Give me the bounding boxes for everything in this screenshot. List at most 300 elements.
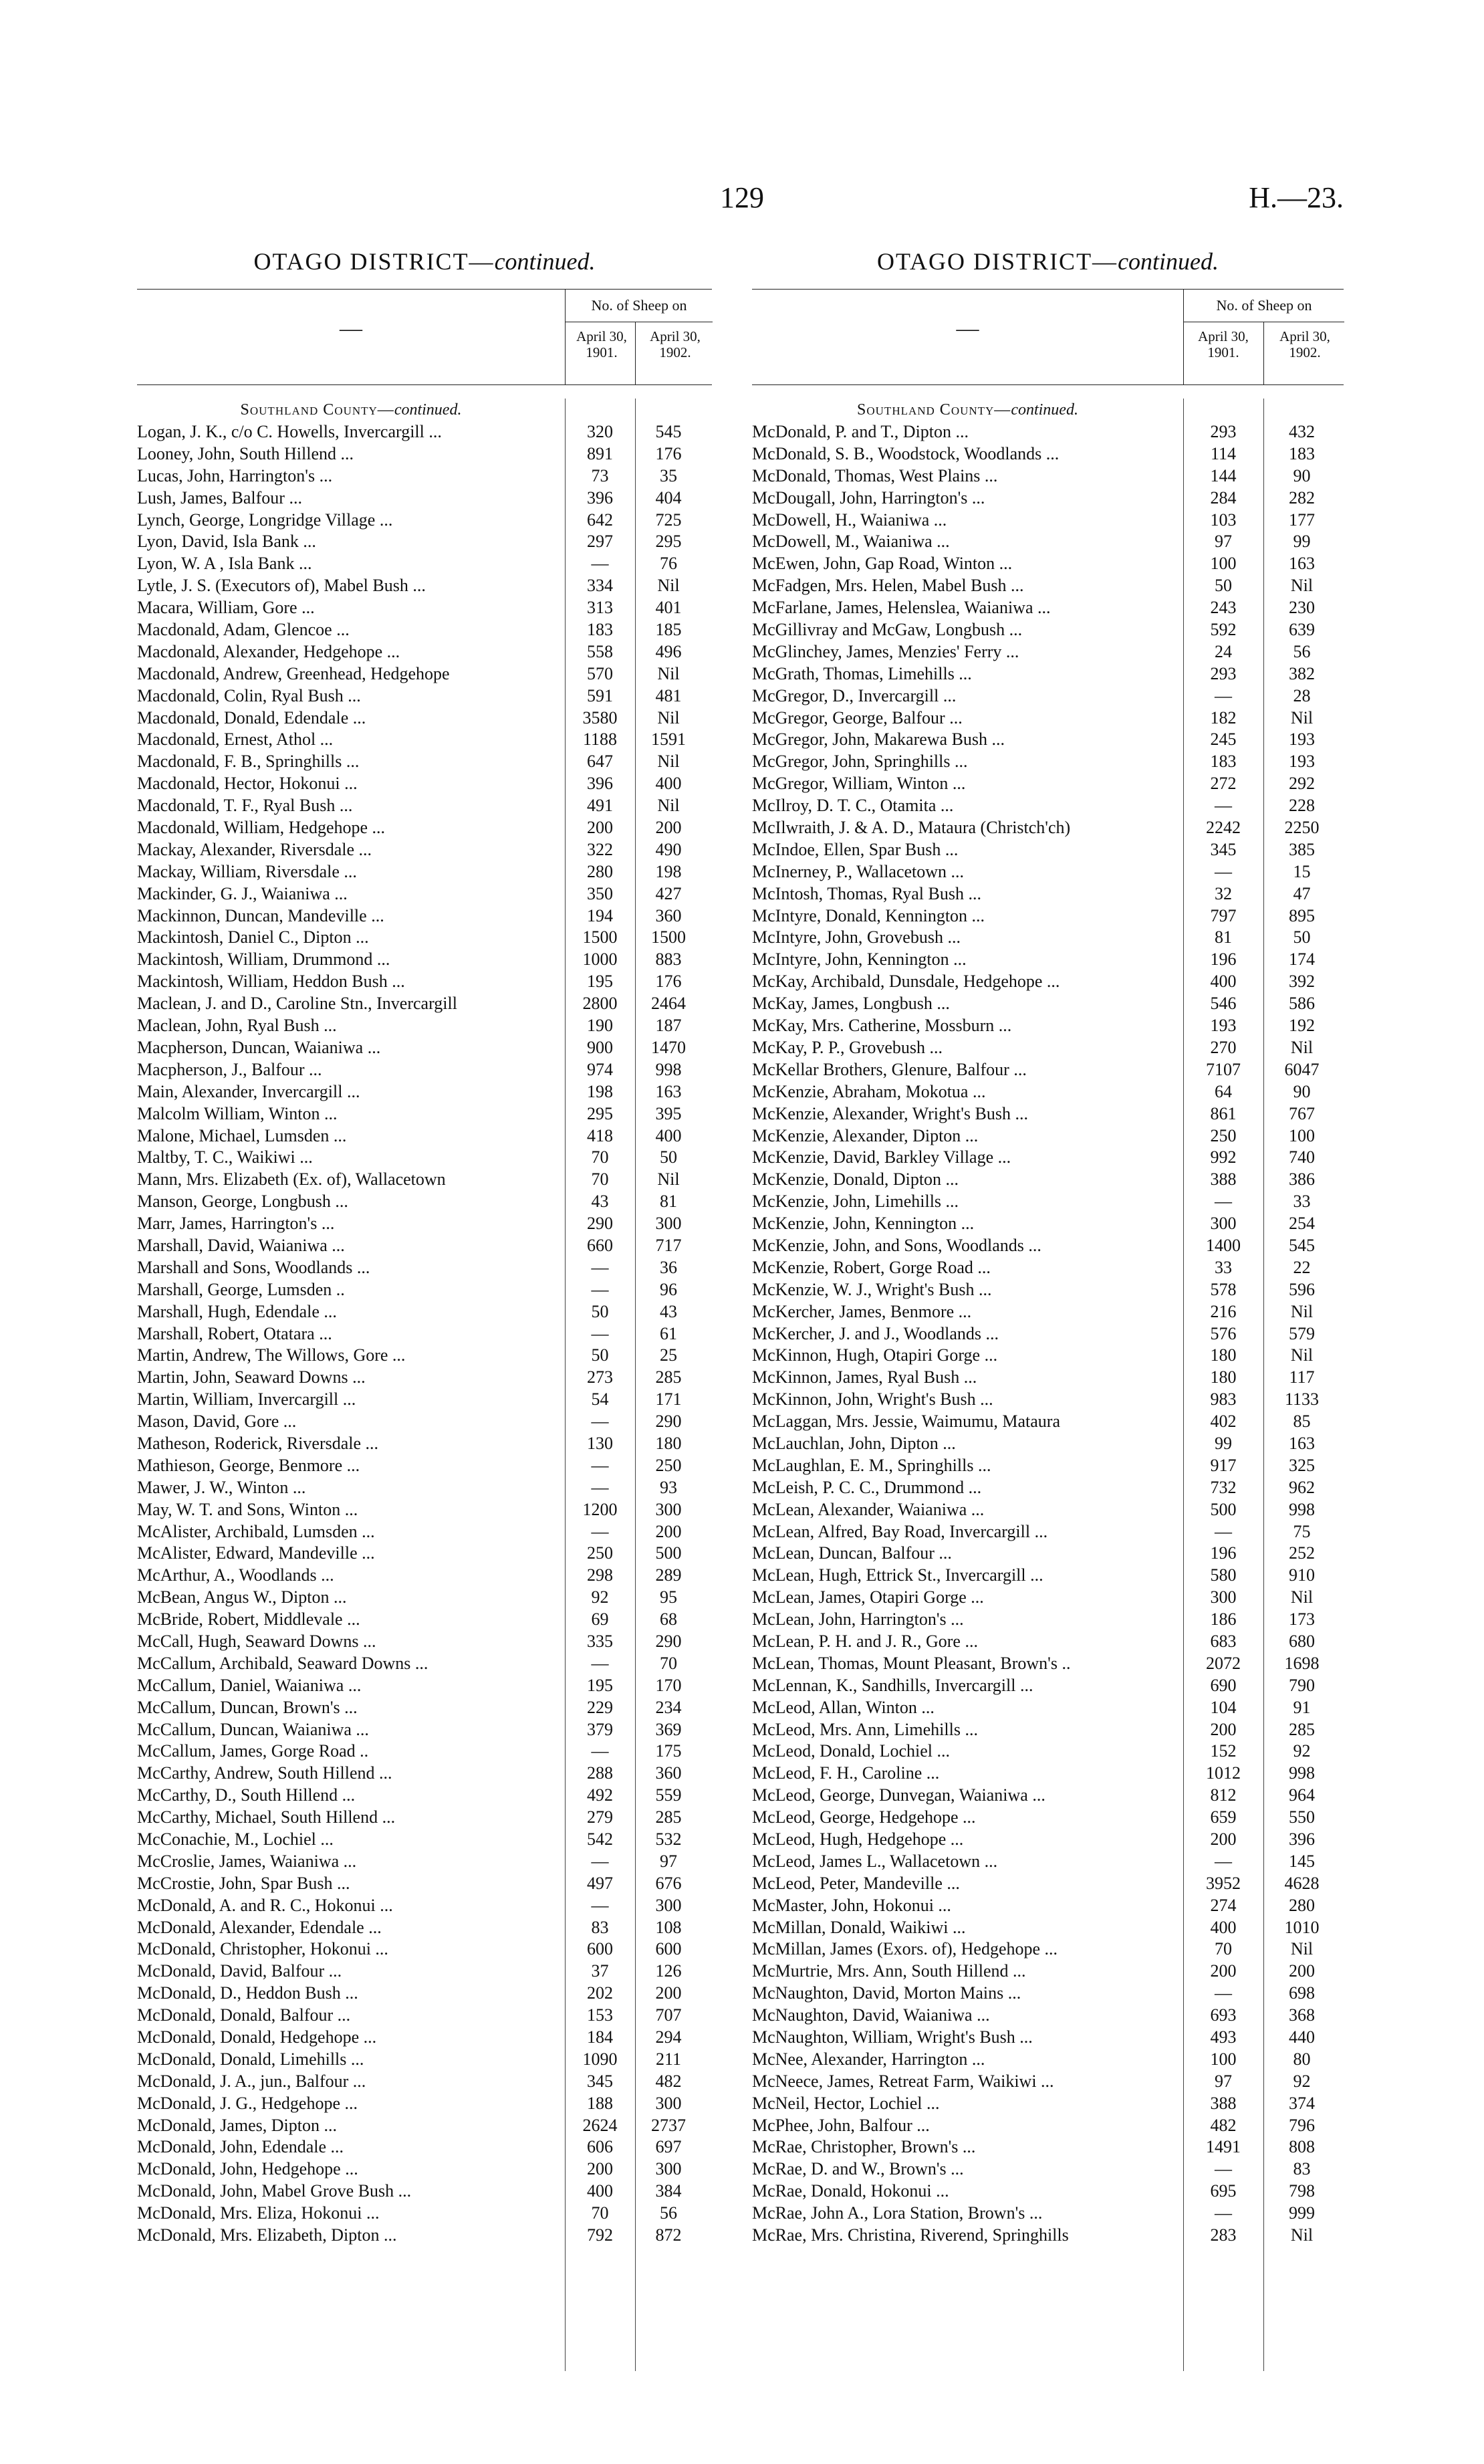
- sheep-1902-cell: 717: [655, 1235, 682, 1255]
- table-row: [752, 1653, 1344, 1675]
- owner-name-cell: McIlroy, D. T. C., Otamita ...: [752, 796, 954, 816]
- table-row: [137, 663, 712, 685]
- table-row: [752, 1015, 1344, 1037]
- sheep-1902-cell: 545: [1289, 1235, 1315, 1255]
- sheep-1901-cell: —: [1215, 685, 1232, 705]
- sheep-1901-cell: —: [591, 1323, 609, 1343]
- left-header-divider: [635, 322, 636, 384]
- sheep-1901-cell: 194: [587, 905, 613, 925]
- sheep-1902-cell: 6047: [1284, 1059, 1320, 1079]
- left-header-col-1901: April 30, 1901.: [576, 328, 627, 360]
- sheep-1902-cell: 175: [655, 1741, 682, 1761]
- right-header-divider: [1263, 322, 1264, 384]
- table-row: [752, 1389, 1344, 1411]
- table-row: [752, 531, 1344, 553]
- owner-name-cell: Marshall, George, Lumsden ..: [137, 1279, 345, 1299]
- owner-name-cell: McKay, P. P., Grovebush ...: [752, 1037, 943, 1057]
- sheep-1902-cell: 440: [1289, 2027, 1315, 2047]
- sheep-1901-cell: 2242: [1206, 818, 1241, 838]
- owner-name-cell: McDonald, Mrs. Elizabeth, Dipton ...: [137, 2225, 397, 2245]
- right-rows: [752, 421, 1344, 2247]
- sheep-1902-cell: 96: [660, 1279, 677, 1299]
- owner-name-cell: Malcolm William, Winton ...: [137, 1103, 338, 1123]
- sheep-1901-cell: 152: [1210, 1741, 1237, 1761]
- sheep-1902-cell: 97: [660, 1851, 677, 1871]
- sheep-1901-cell: 542: [587, 1829, 613, 1849]
- table-row: [752, 1763, 1344, 1785]
- sheep-1901-cell: 500: [1210, 1499, 1237, 1519]
- sheep-1902-cell: 200: [655, 1983, 682, 2003]
- sheep-1902-cell: 177: [1289, 510, 1315, 530]
- sheep-1902-cell: 384: [655, 2181, 682, 2201]
- owner-name-cell: McBride, Robert, Middlevale ...: [137, 1609, 360, 1630]
- owner-name-cell: Maltby, T. C., Waikiwi ...: [137, 1147, 313, 1167]
- owner-name-cell: Mackintosh, Daniel C., Dipton ...: [137, 927, 369, 947]
- table-row: [137, 1477, 712, 1499]
- owner-name-cell: Marshall, Robert, Otatara ...: [137, 1323, 332, 1343]
- table-row: [137, 729, 712, 751]
- sheep-1902-cell: 33: [1293, 1192, 1311, 1212]
- sheep-1902-cell: 300: [655, 1214, 682, 1234]
- sheep-1902-cell: 545: [655, 422, 682, 441]
- sheep-1902-cell: 252: [1289, 1543, 1315, 1563]
- owner-name-cell: McRae, D. and W., Brown's ...: [752, 2159, 964, 2179]
- sheep-1901-cell: 812: [1210, 1785, 1237, 1805]
- sheep-1902-cell: 404: [655, 487, 682, 508]
- owner-name-cell: McCarthy, Andrew, South Hillend ...: [137, 1763, 392, 1783]
- table-row: [752, 729, 1344, 751]
- sheep-1901-cell: 70: [591, 1169, 609, 1190]
- sheep-1902-cell: 180: [655, 1433, 682, 1453]
- table-row: [752, 2203, 1344, 2225]
- table-row: [752, 1433, 1344, 1455]
- owner-name-cell: McLeod, Allan, Winton ...: [752, 1697, 935, 1717]
- table-row: [137, 971, 712, 993]
- sheep-1902-cell: 382: [1289, 663, 1315, 683]
- owner-name-cell: McEwen, John, Gap Road, Winton ...: [752, 554, 1013, 574]
- table-row: [137, 619, 712, 641]
- owner-name-cell: Martin, Andrew, The Willows, Gore ...: [137, 1345, 406, 1365]
- table-row: [752, 971, 1344, 993]
- owner-name-cell: Maclean, John, Ryal Bush ...: [137, 1016, 337, 1036]
- table-row: [137, 1851, 712, 1873]
- left-header-col-1902: April 30, 1902.: [650, 328, 701, 360]
- sheep-1902-cell: 1010: [1284, 1917, 1320, 1937]
- table-row: [137, 1983, 712, 2005]
- sheep-1901-cell: —: [591, 1412, 609, 1432]
- sheep-1901-cell: 295: [587, 1103, 613, 1123]
- sheep-1902-cell: 360: [655, 1763, 682, 1783]
- owner-name-cell: McLeish, P. C. C., Drummond ...: [752, 1477, 982, 1497]
- owner-name-cell: McDonald, Donald, Hedgehope ...: [137, 2027, 377, 2047]
- table-row: [752, 1235, 1344, 1257]
- owner-name-cell: McDonald, James, Dipton ...: [137, 2115, 337, 2135]
- sheep-1902-cell: 47: [1293, 883, 1311, 903]
- sheep-1901-cell: 917: [1210, 1455, 1237, 1475]
- sheep-1901-cell: 97: [1215, 2071, 1232, 2091]
- table-row: [137, 883, 712, 905]
- sheep-1901-cell: 69: [591, 1609, 609, 1630]
- owner-name-cell: McIndoe, Ellen, Spar Bush ...: [752, 839, 959, 859]
- sheep-1901-cell: 660: [587, 1235, 613, 1255]
- table-row: [752, 1543, 1344, 1565]
- sheep-1901-cell: 298: [587, 1565, 613, 1585]
- sheep-1902-cell: 290: [655, 1631, 682, 1651]
- table-row: [752, 2136, 1344, 2158]
- table-row: [752, 1741, 1344, 1763]
- sheep-1902-cell: 482: [655, 2071, 682, 2091]
- right-header-dash: —: [956, 316, 979, 341]
- sheep-1901-cell: 900: [587, 1037, 613, 1057]
- table-row: [137, 553, 712, 575]
- sheep-1901-cell: 3580: [582, 707, 618, 727]
- owner-name-cell: McDonald, John, Mabel Grove Bush ...: [137, 2181, 412, 2201]
- owner-name-cell: McRae, Christopher, Brown's ...: [752, 2137, 976, 2157]
- sheep-1901-cell: 591: [587, 685, 613, 705]
- sheep-1901-cell: 186: [1210, 1609, 1237, 1630]
- table-row: [137, 1389, 712, 1411]
- sheep-1902-cell: 500: [655, 1543, 682, 1563]
- sheep-1901-cell: —: [1215, 1983, 1232, 2003]
- owner-name-cell: McLaggan, Mrs. Jessie, Waimumu, Mataura: [752, 1412, 1060, 1432]
- owner-name-cell: McLean, Alexander, Waianiwa ...: [752, 1499, 985, 1519]
- owner-name-cell: Lyon, W. A , Isla Bank ...: [137, 554, 312, 574]
- owner-name-cell: Lyon, David, Isla Bank ...: [137, 532, 316, 552]
- owner-name-cell: McDonald, J. G., Hedgehope ...: [137, 2093, 358, 2113]
- sheep-1901-cell: 492: [587, 1785, 613, 1805]
- sheep-1902-cell: 282: [1289, 487, 1315, 508]
- owner-name-cell: McIntosh, Thomas, Ryal Bush ...: [752, 883, 981, 903]
- table-row: [752, 421, 1344, 443]
- table-row: [137, 2136, 712, 2158]
- sheep-1902-cell: 28: [1293, 685, 1311, 705]
- owner-name-cell: Lynch, George, Longridge Village ...: [137, 510, 393, 530]
- sheep-1901-cell: 576: [1210, 1323, 1237, 1343]
- table-row: [137, 1938, 712, 1961]
- table-row: [137, 1411, 712, 1433]
- table-row: [752, 1081, 1344, 1103]
- sheep-1902-cell: 2250: [1284, 818, 1320, 838]
- sheep-1901-cell: 797: [1210, 905, 1237, 925]
- table-row: [752, 905, 1344, 927]
- table-row: [752, 1587, 1344, 1609]
- table-row: [137, 2071, 712, 2093]
- sheep-1902-cell: 325: [1289, 1455, 1315, 1475]
- owner-name-cell: McLeod, Mrs. Ann, Limehills ...: [752, 1719, 978, 1739]
- sheep-1902-cell: 280: [1289, 1895, 1315, 1915]
- sheep-1901-cell: 320: [587, 422, 613, 441]
- owner-name-cell: McConachie, M., Lochiel ...: [137, 1829, 334, 1849]
- owner-name-cell: Macdonald, T. F., Ryal Bush ...: [137, 796, 353, 816]
- sheep-1901-cell: 196: [1210, 949, 1237, 970]
- sheep-1902-cell: 25: [660, 1345, 677, 1365]
- sheep-1901-cell: 100: [1210, 554, 1237, 574]
- sheep-1901-cell: 104: [1210, 1697, 1237, 1717]
- sheep-1902-cell: 92: [1293, 2071, 1311, 2091]
- sheep-1902-cell: 234: [655, 1697, 682, 1717]
- sheep-1901-cell: 1491: [1206, 2137, 1241, 2157]
- sheep-1902-cell: 559: [655, 1785, 682, 1805]
- owner-name-cell: Marr, James, Harrington's ...: [137, 1214, 335, 1234]
- table-row: [752, 1125, 1344, 1147]
- table-row: [137, 1455, 712, 1477]
- sheep-1902-cell: 95: [660, 1587, 677, 1607]
- owner-name-cell: McPhee, John, Balfour ...: [752, 2115, 930, 2135]
- page-number: 129: [720, 181, 764, 214]
- sheep-1901-cell: 229: [587, 1697, 613, 1717]
- left-column: [137, 247, 712, 2247]
- sheep-1902-cell: 295: [655, 532, 682, 552]
- sheep-1901-cell: 290: [587, 1214, 613, 1234]
- sheep-1901-cell: 379: [587, 1719, 613, 1739]
- table-row: [752, 795, 1344, 817]
- table-row: [137, 1829, 712, 1851]
- sheep-1902-cell: 80: [1293, 2049, 1311, 2069]
- table-row: [752, 1477, 1344, 1499]
- table-row: [137, 795, 712, 817]
- sheep-1901-cell: —: [1215, 2203, 1232, 2223]
- sheep-1901-cell: 54: [591, 1389, 609, 1410]
- sheep-1901-cell: 497: [587, 1873, 613, 1893]
- sheep-1902-cell: 1133: [1284, 1389, 1320, 1410]
- document-reference: H.—23.: [1249, 181, 1344, 214]
- sheep-1902-cell: 697: [655, 2137, 682, 2157]
- owner-name-cell: Marshall and Sons, Woodlands ...: [137, 1257, 370, 1277]
- table-row: [137, 1565, 712, 1587]
- sheep-1901-cell: 891: [587, 443, 613, 463]
- table-row: [137, 707, 712, 730]
- right-section-title: Southland County—continued.: [857, 401, 1078, 419]
- table-row: [137, 1367, 712, 1389]
- owner-name-cell: McDonald, Mrs. Eliza, Hokonui ...: [137, 2203, 380, 2223]
- sheep-1902-cell: 586: [1289, 994, 1315, 1014]
- sheep-1901-cell: 37: [591, 1961, 609, 1981]
- sheep-1902-cell: 290: [655, 1412, 682, 1432]
- owner-name-cell: Mason, David, Gore ...: [137, 1412, 297, 1432]
- sheep-1901-cell: 7107: [1206, 1059, 1241, 1079]
- right-column: [752, 247, 1344, 2247]
- owner-name-cell: Marshall, Hugh, Edendale ...: [137, 1301, 337, 1321]
- sheep-1901-cell: 270: [1210, 1037, 1237, 1057]
- table-row: [752, 1609, 1344, 1631]
- owner-name-cell: McDonald, Thomas, West Plains ...: [752, 465, 998, 485]
- table-row: [137, 839, 712, 861]
- left-table-body: [137, 399, 712, 2247]
- sheep-1902-cell: 676: [655, 1873, 682, 1893]
- owner-name-cell: Lush, James, Balfour ...: [137, 487, 302, 508]
- left-section-title: Southland County—continued.: [240, 401, 462, 419]
- sheep-1901-cell: 202: [587, 1983, 613, 2003]
- table-row: [752, 1103, 1344, 1125]
- sheep-1902-cell: 4628: [1284, 1873, 1320, 1893]
- sheep-1901-cell: 195: [587, 1675, 613, 1695]
- owner-name-cell: McDonald, S. B., Woodstock, Woodlands ...: [752, 443, 1060, 463]
- sheep-1901-cell: 200: [1210, 1719, 1237, 1739]
- right-heading: OTAGO DISTRICT—continued.: [876, 248, 1219, 275]
- owner-name-cell: Macdonald, Andrew, Greenhead, Hedgehope: [137, 663, 450, 683]
- table-row: [752, 1037, 1344, 1059]
- sheep-1901-cell: —: [591, 1851, 609, 1871]
- sheep-1901-cell: 92: [591, 1587, 609, 1607]
- owner-name-cell: McDonald, John, Edendale ...: [137, 2137, 344, 2157]
- sheep-1901-cell: 732: [1210, 1477, 1237, 1497]
- sheep-1901-cell: 345: [1210, 839, 1237, 859]
- owner-name-cell: McLeod, F. H., Caroline ...: [752, 1763, 940, 1783]
- table-row: [137, 575, 712, 597]
- sheep-1901-cell: 200: [587, 818, 613, 838]
- sheep-1901-cell: 183: [1210, 752, 1237, 772]
- sheep-1901-cell: 283: [1210, 2225, 1237, 2245]
- owner-name-cell: McKay, Mrs. Catherine, Mossburn ...: [752, 1016, 1012, 1036]
- sheep-1901-cell: 659: [1210, 1807, 1237, 1827]
- table-row: [137, 1147, 712, 1169]
- sheep-1902-cell: Nil: [657, 796, 680, 816]
- table-row: [752, 1147, 1344, 1169]
- sheep-1902-cell: 163: [655, 1081, 682, 1101]
- table-row: [137, 1587, 712, 1609]
- sheep-1901-cell: 683: [1210, 1631, 1237, 1651]
- owner-name-cell: Lucas, John, Harrington's ...: [137, 465, 333, 485]
- table-row: [137, 1169, 712, 1191]
- owner-name-cell: McDowell, M., Waianiwa ...: [752, 532, 950, 552]
- owner-name-cell: McGrath, Thomas, Limehills ...: [752, 663, 972, 683]
- sheep-1901-cell: 184: [587, 2027, 613, 2047]
- owner-name-cell: Macdonald, Adam, Glencoe ...: [137, 620, 350, 640]
- sheep-1902-cell: 999: [1289, 2203, 1315, 2223]
- owner-name-cell: Mann, Mrs. Elizabeth (Ex. of), Wallacetown: [137, 1169, 446, 1190]
- sheep-1902-cell: 36: [660, 1257, 677, 1277]
- sheep-1902-cell: 185: [655, 620, 682, 640]
- sheep-1901-cell: 70: [591, 1147, 609, 1167]
- owner-name-cell: Macdonald, Alexander, Hedgehope ...: [137, 641, 400, 661]
- owner-name-cell: Mackinnon, Duncan, Mandeville ...: [137, 905, 384, 925]
- sheep-1901-cell: 1200: [582, 1499, 618, 1519]
- owner-name-cell: McRae, Donald, Hokonui ...: [752, 2181, 949, 2201]
- sheep-1902-cell: 230: [1289, 598, 1315, 618]
- sheep-1902-cell: 254: [1289, 1214, 1315, 1234]
- owner-name-cell: Mackay, William, Riversdale ...: [137, 861, 357, 881]
- sheep-1902-cell: Nil: [1290, 576, 1314, 596]
- sheep-1902-cell: 300: [655, 1895, 682, 1915]
- table-row: [752, 1785, 1344, 1807]
- owner-name-cell: McInerney, P., Wallacetown ...: [752, 861, 965, 881]
- sheep-1901-cell: 322: [587, 839, 613, 859]
- table-row: [137, 510, 712, 532]
- table-row: [137, 1037, 712, 1059]
- sheep-1901-cell: 196: [1210, 1543, 1237, 1563]
- owner-name-cell: Malone, Michael, Lumsden ...: [137, 1125, 347, 1145]
- owner-name-cell: McKinnon, Hugh, Otapiri Gorge ...: [752, 1345, 998, 1365]
- sheep-1901-cell: —: [1215, 796, 1232, 816]
- table-row: [752, 619, 1344, 641]
- sheep-1902-cell: 200: [655, 818, 682, 838]
- owner-name-cell: McDougall, John, Harrington's ...: [752, 487, 985, 508]
- sheep-1902-cell: Nil: [1290, 1037, 1314, 1057]
- owner-name-cell: McCarthy, Michael, South Hillend ...: [137, 1807, 396, 1827]
- sheep-1901-cell: 388: [1210, 1169, 1237, 1190]
- left-header-dash: —: [340, 316, 362, 341]
- sheep-1901-cell: —: [591, 1653, 609, 1673]
- sheep-1901-cell: 198: [587, 1081, 613, 1101]
- sheep-1901-cell: 288: [587, 1763, 613, 1783]
- table-row: [137, 465, 712, 487]
- sheep-1902-cell: 81: [660, 1192, 677, 1212]
- table-row: [752, 553, 1344, 575]
- sheep-1902-cell: 99: [1293, 532, 1311, 552]
- owner-name-cell: McArthur, A., Woodlands ...: [137, 1565, 334, 1585]
- sheep-1902-cell: 192: [1289, 1016, 1315, 1036]
- sheep-1902-cell: 50: [660, 1147, 677, 1167]
- sheep-1901-cell: 1012: [1206, 1763, 1241, 1783]
- owner-name-cell: McIntyre, John, Kennington ...: [752, 949, 967, 970]
- table-row: [137, 2027, 712, 2049]
- sheep-1902-cell: Nil: [1290, 1345, 1314, 1365]
- sheep-1901-cell: 400: [1210, 1917, 1237, 1937]
- sheep-1901-cell: —: [1215, 1521, 1232, 1541]
- owner-name-cell: McGregor, William, Winton ...: [752, 774, 966, 794]
- owner-name-cell: Mackintosh, William, Heddon Bush ...: [137, 972, 405, 992]
- sheep-1901-cell: 1400: [1206, 1235, 1241, 1255]
- owner-name-cell: Macdonald, Ernest, Athol ...: [137, 730, 334, 750]
- table-row: [137, 641, 712, 663]
- sheep-1902-cell: 2464: [651, 994, 686, 1014]
- sheep-1901-cell: 1000: [582, 949, 618, 970]
- sheep-1902-cell: 392: [1289, 972, 1315, 992]
- sheep-1902-cell: 193: [1289, 730, 1315, 750]
- sheep-1902-cell: Nil: [657, 707, 680, 727]
- sheep-1901-cell: 100: [1210, 2049, 1237, 2069]
- table-row: [137, 1697, 712, 1719]
- owner-name-cell: McKercher, J. and J., Woodlands ...: [752, 1323, 999, 1343]
- owner-name-cell: McLeod, George, Hedgehope ...: [752, 1807, 976, 1827]
- table-row: [752, 1191, 1344, 1213]
- table-row: [752, 641, 1344, 663]
- sheep-1901-cell: 388: [1210, 2093, 1237, 2113]
- sheep-1902-cell: 432: [1289, 422, 1315, 441]
- owner-name-cell: McNaughton, David, Waianiwa ...: [752, 2005, 990, 2025]
- sheep-1901-cell: 183: [587, 620, 613, 640]
- sheep-1902-cell: 145: [1289, 1851, 1315, 1871]
- sheep-1902-cell: Nil: [657, 752, 680, 772]
- sheep-1901-cell: 200: [587, 2159, 613, 2179]
- sheep-1901-cell: 606: [587, 2137, 613, 2157]
- sheep-1901-cell: 50: [1215, 576, 1232, 596]
- owner-name-cell: Macdonald, Donald, Edendale ...: [137, 707, 366, 727]
- sheep-1901-cell: 195: [587, 972, 613, 992]
- table-row: [137, 1499, 712, 1521]
- sheep-1901-cell: 99: [1215, 1433, 1232, 1453]
- sheep-1901-cell: 558: [587, 641, 613, 661]
- sheep-1902-cell: 1470: [651, 1037, 686, 1057]
- sheep-1902-cell: 176: [655, 443, 682, 463]
- sheep-1901-cell: —: [1215, 1192, 1232, 1212]
- sheep-1902-cell: 173: [1289, 1609, 1315, 1630]
- owner-name-cell: McCallum, Duncan, Waianiwa ...: [137, 1719, 369, 1739]
- sheep-1902-cell: 707: [655, 2005, 682, 2025]
- table-row: [137, 751, 712, 773]
- right-table-header: [752, 289, 1344, 385]
- sheep-1901-cell: 493: [1210, 2027, 1237, 2047]
- table-row: [752, 685, 1344, 707]
- sheep-1902-cell: 386: [1289, 1169, 1315, 1190]
- owner-name-cell: McMaster, John, Hokonui ...: [752, 1895, 951, 1915]
- table-row: [137, 1961, 712, 1983]
- owner-name-cell: McDonald, A. and R. C., Hokonui ...: [137, 1895, 393, 1915]
- owner-name-cell: Macdonald, Colin, Ryal Bush ...: [137, 685, 361, 705]
- sheep-1902-cell: Nil: [1290, 1301, 1314, 1321]
- owner-name-cell: Looney, John, South Hillend ...: [137, 443, 354, 463]
- table-row: [752, 2005, 1344, 2027]
